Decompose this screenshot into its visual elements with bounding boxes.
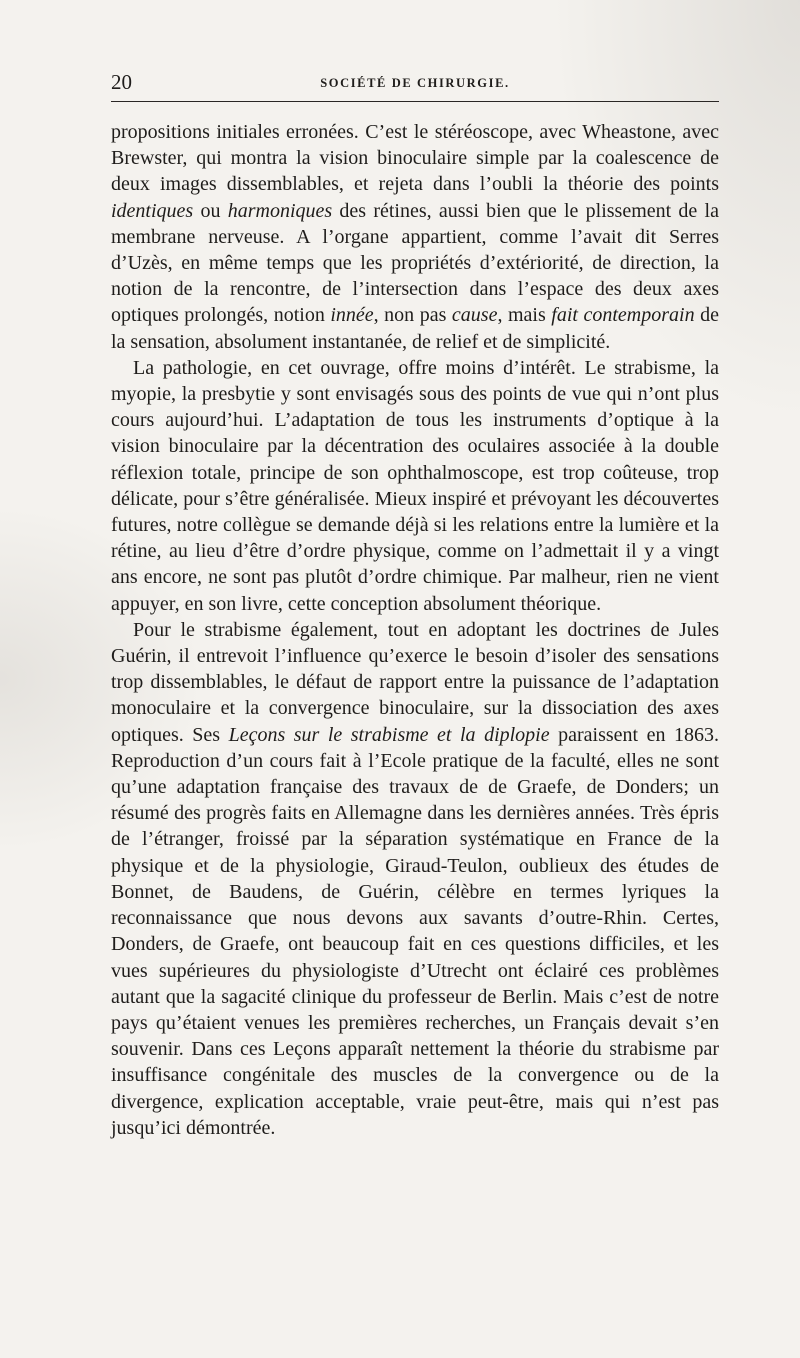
paragraph-3: [111, 617, 719, 1141]
text-segment: , mais: [497, 304, 552, 327]
running-title: SOCIÉTÉ DE CHIRURGIE.: [320, 76, 510, 90]
paragraph-2: [111, 355, 719, 617]
body-text: [111, 119, 719, 1141]
header-rule: [111, 101, 719, 102]
text-segment: propositions initiales erronées. C’est le stéréoscope, avec Wheastone, avec Brewster, qui montra la vision binoculaire simple par la coalescence de deux images dissemblables, et rejeta dans l’oubli la théorie des points: [111, 121, 719, 196]
italic-segment: cause: [451, 304, 498, 327]
running-head: [111, 70, 719, 100]
text-segment: ou: [193, 199, 228, 222]
text-segment: de la sensation, absolument instantanée, de relief et de simplicité.: [111, 304, 719, 353]
text-segment: Pour le strabisme également, tout en adoptant les doctrines de Jules Guérin, il entrevoit l’influence qu’exerce le besoin d’isoler des sensations trop dissemblables, le défaut de rapport entre la puissance de l’adaptation monoculaire et la convergence binoculaire, sur la dissociation des axes optiques. Ses: [111, 618, 719, 746]
page-number: 20: [111, 70, 132, 94]
paragraph-1: [111, 119, 719, 355]
italic-segment: fait contemporain: [551, 304, 695, 327]
text-segment: paraissent en 1863. Reproduction d’un cours fait à l’Ecole pratique de la faculté, elles ne sont qu’une adaptation française des travaux de de Graefe, de Donders; un résumé des progrès faits en Allemagne dans les dernières années. Très épris de l’étranger, froissé par la séparation systématique en France de la physique et de la physiologie, Giraud-Teulon, oublieux des études de Bonnet, de Baudens, de Guérin, célèbre en termes lyriques la reconnaissance que nous devons aux savants d’outre-Rhin. Certes, Donders, de Graefe, ont beaucoup fait en ces questions difficiles, et les vues supérieures du physiologiste d’Utrecht ont éclairé ces problèmes autant que la sagacité clinique du professeur de Berlin. Mais c’est de notre pays qu’étaient venues les premières recherches, un Français devait s’en souvenir. Dans ces Leçons apparaît nettement la théorie du strabisme par insuffisance congénitale des muscles de la convergence ou de la divergence, explication acceptable, vraie peut-être, mais qui n’est pas jusqu’ici démontrée.: [111, 723, 719, 1139]
text-segment: des rétines, aussi bien que le plissement de la membrane nerveuse. A l’organe appartient, comme l’avait dit Serres d’Uzès, en même temps que les propriétés d’extériorité, de direction, la notion de la rencontre, de l’intersection dans l’espace des deux axes optiques prolongés, notion: [111, 199, 719, 327]
text-segment: , non pas: [373, 304, 452, 327]
italic-segment: innée: [330, 304, 374, 327]
italic-segment: Leçons sur le strabisme et la diplopie: [228, 723, 550, 746]
italic-segment: harmoniques: [227, 199, 333, 222]
text-segment: La pathologie, en cet ouvrage, offre moins d’intérêt. Le strabisme, la myopie, la presbytie y sont envisagés sous des points de vue qui n’ont plus cours aujourd’hui. L’adaptation de tous les instruments d’optique à la vision binoculaire par la décentration des oculaires associée à la double réflexion totale, principe de son ophthalmoscope, est trop coûteuse, trop délicate, pour s’être généralisée. Mieux inspiré et prévoyant les découvertes futures, notre collègue se demande déjà si les relations entre la lumière et la rétine, au lieu d’être d’ordre physique, comme on l’admettait il y a vingt ans encore, ne sont pas plutôt d’ordre chimique. Par malheur, rien ne vient appuyer, en son livre, cette conception absolument théorique.: [111, 356, 719, 615]
italic-segment: identiques: [111, 199, 194, 222]
